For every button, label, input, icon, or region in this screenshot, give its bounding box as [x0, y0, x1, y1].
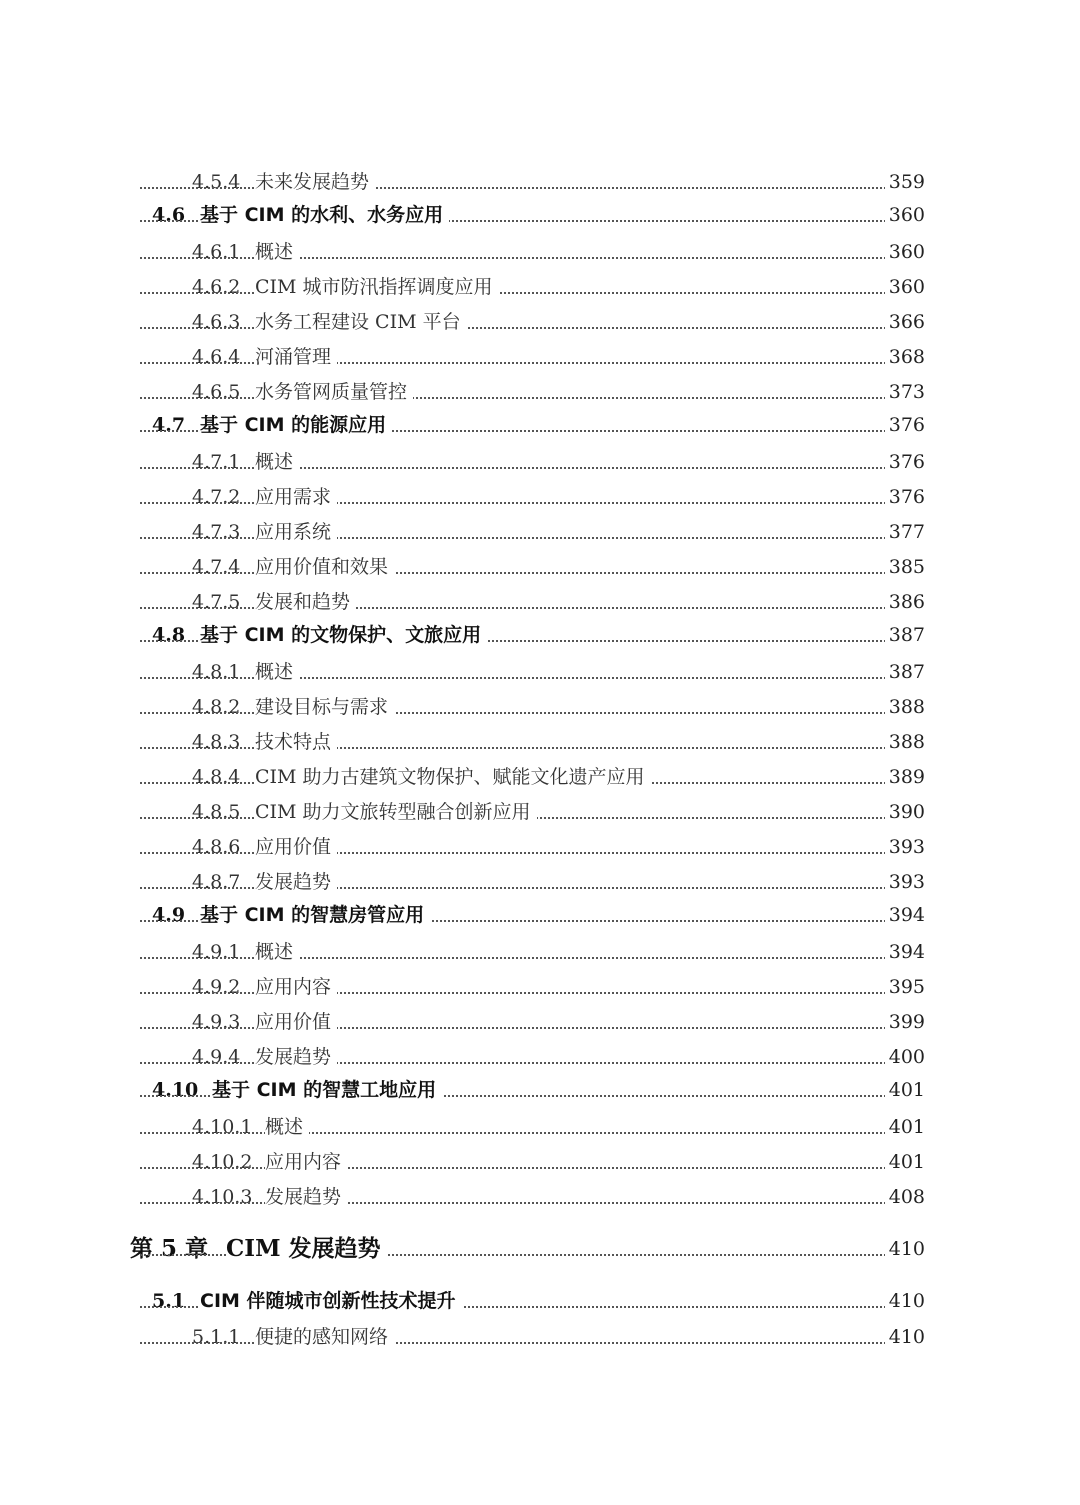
entry-number: 4.8.3 [192, 731, 241, 753]
entry-number: 4.8 [152, 624, 186, 646]
toc-entry [0, 1075, 1080, 1105]
toc-entry [0, 1286, 1080, 1316]
toc-entry [0, 200, 1080, 230]
entry-page: 389 [885, 762, 925, 792]
entry-title: 应用价值和效果 [255, 552, 394, 582]
entry-page: 388 [885, 692, 925, 722]
toc-entry [0, 1112, 1080, 1142]
entry-title: 基于 CIM 的文物保护、文旅应用 [200, 620, 487, 650]
toc-entry [0, 377, 1080, 407]
entry-number: 4.6.4 [192, 346, 241, 368]
entry-page: 377 [885, 517, 925, 547]
toc-entry [0, 552, 1080, 582]
toc-entry [0, 307, 1080, 337]
entry-page: 410 [885, 1234, 925, 1264]
toc-entry [0, 867, 1080, 897]
entry-page: 393 [885, 832, 925, 862]
dot-leader [140, 187, 890, 189]
toc-entry [0, 900, 1080, 930]
entry-page: 360 [885, 272, 925, 302]
entry-title: 建设目标与需求 [255, 692, 394, 722]
entry-title: 应用价值 [255, 832, 337, 862]
entry-title: 发展趋势 [255, 867, 337, 897]
entry-title: 基于 CIM 的智慧房管应用 [200, 900, 430, 930]
entry-page: 376 [885, 447, 925, 477]
entry-number: 4.9.2 [192, 976, 241, 998]
entry-number: 4.10 [152, 1079, 199, 1101]
entry-number: 4.9 [152, 904, 186, 926]
entry-number: 4.6.2 [192, 276, 241, 298]
entry-number: 4.7.3 [192, 521, 241, 543]
dot-leader [140, 1167, 890, 1169]
entry-number: 4.7.2 [192, 486, 241, 508]
entry-page: 366 [885, 307, 925, 337]
dot-leader [140, 1132, 890, 1134]
entry-title: 技术特点 [255, 727, 337, 757]
dot-leader [140, 467, 890, 469]
toc-entry [0, 832, 1080, 862]
entry-page: 386 [885, 587, 925, 617]
entry-title: CIM 助力文旅转型融合创新应用 [255, 797, 537, 827]
entry-number: 4.10.2 [192, 1151, 253, 1173]
entry-page: 360 [885, 237, 925, 267]
entry-number: 4.8.5 [192, 801, 241, 823]
entry-number: 4.7 [152, 414, 186, 436]
entry-page: 394 [885, 900, 925, 930]
entry-number: 4.5.4 [192, 171, 241, 193]
entry-number: 4.10.1 [192, 1116, 253, 1138]
entry-title: 基于 CIM 的智慧工地应用 [212, 1075, 442, 1105]
entry-page: 373 [885, 377, 925, 407]
toc-entry [0, 447, 1080, 477]
toc-chapter-entry [0, 1234, 1080, 1264]
entry-page: 368 [885, 342, 925, 372]
entry-number: 5.1.1 [192, 1326, 241, 1348]
toc-entry [0, 342, 1080, 372]
toc-entry [0, 1322, 1080, 1352]
entry-title: 应用内容 [265, 1147, 347, 1177]
entry-title: 概述 [255, 237, 299, 267]
entry-page: 401 [885, 1075, 925, 1105]
entry-number: 4.8.2 [192, 696, 241, 718]
dot-leader [140, 292, 890, 294]
entry-title: 概述 [265, 1112, 309, 1142]
chapter-title: CIM 发展趋势 [226, 1234, 387, 1264]
dot-leader [140, 397, 890, 399]
toc-entry [0, 410, 1080, 440]
entry-number: 4.8.1 [192, 661, 241, 683]
dot-leader [140, 677, 890, 679]
entry-page: 360 [885, 200, 925, 230]
dot-leader [140, 992, 890, 994]
entry-title: 河涌管理 [255, 342, 337, 372]
entry-page: 394 [885, 937, 925, 967]
toc-entry [0, 620, 1080, 650]
dot-leader [140, 747, 890, 749]
toc-entry [0, 937, 1080, 967]
entry-title: 基于 CIM 的能源应用 [200, 410, 392, 440]
entry-page: 395 [885, 972, 925, 1002]
dot-leader [140, 1202, 890, 1204]
entry-number: 4.7.4 [192, 556, 241, 578]
entry-page: 393 [885, 867, 925, 897]
entry-page: 387 [885, 657, 925, 687]
toc-entry [0, 1007, 1080, 1037]
dot-leader [140, 1342, 890, 1344]
entry-number: 4.10.3 [192, 1186, 253, 1208]
toc-entry [0, 1042, 1080, 1072]
dot-leader [140, 712, 890, 714]
entry-title: 未来发展趋势 [255, 167, 375, 197]
entry-title: 发展趋势 [255, 1042, 337, 1072]
toc-entry [0, 692, 1080, 722]
entry-title: 概述 [255, 657, 299, 687]
toc-entry [0, 972, 1080, 1002]
entry-title: 发展和趋势 [255, 587, 356, 617]
toc-entry [0, 1147, 1080, 1177]
entry-number: 4.9.3 [192, 1011, 241, 1033]
entry-page: 400 [885, 1042, 925, 1072]
toc-entry [0, 1182, 1080, 1212]
dot-leader [140, 362, 890, 364]
entry-number: 4.9.1 [192, 941, 241, 963]
entry-page: 376 [885, 410, 925, 440]
dot-leader [140, 852, 890, 854]
entry-page: 399 [885, 1007, 925, 1037]
entry-number: 4.8.6 [192, 836, 241, 858]
entry-page: 376 [885, 482, 925, 512]
dot-leader [140, 257, 890, 259]
entry-title: CIM 伴随城市创新性技术提升 [200, 1286, 462, 1316]
toc-entry [0, 517, 1080, 547]
entry-number: 5.1 [152, 1290, 186, 1312]
entry-title: 基于 CIM 的水利、水务应用 [200, 200, 449, 230]
entry-page: 401 [885, 1147, 925, 1177]
entry-title: 概述 [255, 937, 299, 967]
entry-title: 发展趋势 [265, 1182, 347, 1212]
toc-entry [0, 167, 1080, 197]
toc-entry [0, 657, 1080, 687]
toc-entry [0, 237, 1080, 267]
entry-number: 4.7.5 [192, 591, 241, 613]
dot-leader [140, 1062, 890, 1064]
dot-leader [140, 502, 890, 504]
entry-number: 4.6.5 [192, 381, 241, 403]
dot-leader [140, 957, 890, 959]
entry-page: 408 [885, 1182, 925, 1212]
entry-number: 4.6.3 [192, 311, 241, 333]
entry-title: CIM 助力古建筑文物保护、赋能文化遗产应用 [255, 762, 651, 792]
entry-number: 4.8.4 [192, 766, 241, 788]
entry-title: 应用系统 [255, 517, 337, 547]
entry-page: 385 [885, 552, 925, 582]
entry-number: 4.7.1 [192, 451, 241, 473]
toc-entry [0, 482, 1080, 512]
chapter-number: 第 5 章 [130, 1235, 209, 1262]
toc-entry [0, 727, 1080, 757]
entry-number: 4.6 [152, 204, 186, 226]
toc-entry [0, 797, 1080, 827]
entry-page: 401 [885, 1112, 925, 1142]
dot-leader [140, 327, 890, 329]
dot-leader [140, 572, 890, 574]
entry-number: 4.6.1 [192, 241, 241, 263]
toc-entry [0, 762, 1080, 792]
entry-page: 390 [885, 797, 925, 827]
entry-title: 水务管网质量管控 [255, 377, 413, 407]
entry-page: 359 [885, 167, 925, 197]
dot-leader [140, 887, 890, 889]
dot-leader [140, 607, 890, 609]
entry-title: 便捷的感知网络 [255, 1322, 394, 1352]
entry-title: 应用需求 [255, 482, 337, 512]
dot-leader [140, 537, 890, 539]
entry-title: 水务工程建设 CIM 平台 [255, 307, 467, 337]
entry-title: CIM 城市防汛指挥调度应用 [255, 272, 499, 302]
toc-entry [0, 272, 1080, 302]
toc-entry [0, 587, 1080, 617]
entry-page: 387 [885, 620, 925, 650]
entry-number: 4.8.7 [192, 871, 241, 893]
dot-leader [140, 1027, 890, 1029]
entry-page: 410 [885, 1286, 925, 1316]
entry-title: 应用内容 [255, 972, 337, 1002]
entry-title: 应用价值 [255, 1007, 337, 1037]
entry-page: 410 [885, 1322, 925, 1352]
entry-number: 4.9.4 [192, 1046, 241, 1068]
entry-title: 概述 [255, 447, 299, 477]
entry-page: 388 [885, 727, 925, 757]
